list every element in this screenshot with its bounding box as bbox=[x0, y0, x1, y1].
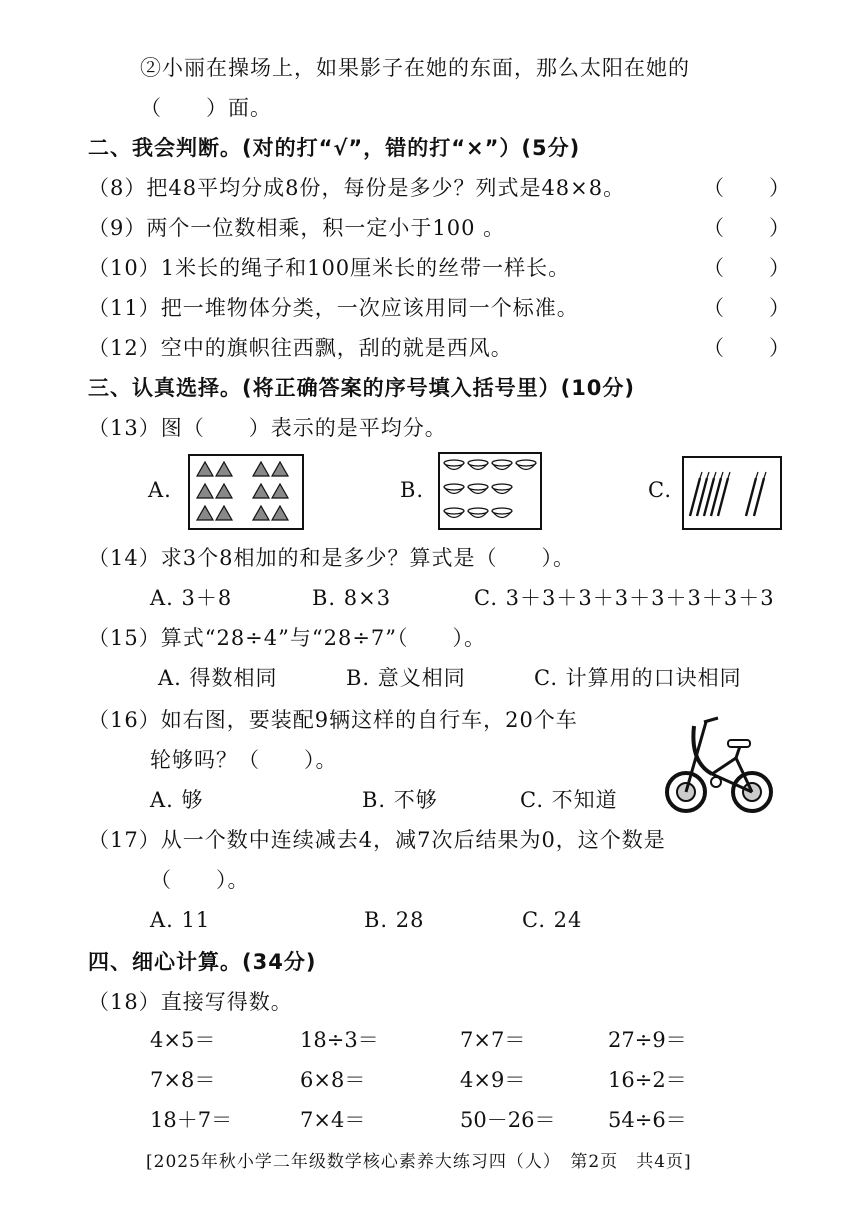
q15-option-b: B. 意义相同 bbox=[346, 666, 466, 690]
calc-r2-c3: 4×9＝ bbox=[460, 1068, 526, 1092]
calc-r3-c2: 7×4＝ bbox=[300, 1108, 366, 1132]
section4-heading: 四、细心计算。(34分) bbox=[88, 950, 317, 974]
calc-r1-c1: 4×5＝ bbox=[150, 1028, 216, 1052]
answer-paren-12[interactable]: （ ） bbox=[703, 336, 791, 360]
calc-r3-c4: 54÷6＝ bbox=[608, 1108, 687, 1132]
answer-paren-9[interactable]: （ ） bbox=[703, 216, 791, 240]
q16-line-1: （16）如右图，要装配9辆这样的自行车，20个车 bbox=[88, 708, 578, 732]
q16-option-a: A. 够 bbox=[150, 788, 204, 812]
bicycle-icon bbox=[664, 712, 776, 816]
q13-option-a-figure bbox=[188, 454, 304, 530]
q15-option-a: A. 得数相同 bbox=[158, 666, 278, 690]
calc-r1-c2: 18÷3＝ bbox=[300, 1028, 379, 1052]
q13-option-c-figure bbox=[682, 456, 782, 530]
q16-line-2: 轮够吗？（ ）。 bbox=[150, 748, 338, 772]
q14-text: （14）求3个8相加的和是多少？算式是（ ）。 bbox=[88, 546, 575, 570]
q18-text: （18）直接写得数。 bbox=[88, 990, 293, 1014]
q13-option-b-label: B. bbox=[400, 478, 425, 502]
calc-r3-c3: 50－26＝ bbox=[460, 1108, 556, 1132]
q13-text: （13）图（ ）表示的是平均分。 bbox=[88, 416, 447, 440]
section2-heading: 二、我会判断。(对的打“√”，错的打“×”）(5分) bbox=[88, 136, 581, 160]
section3-heading: 三、认真选择。(将正确答案的序号填入括号里）(10分) bbox=[88, 376, 636, 400]
pencils-figure bbox=[684, 458, 780, 528]
judge-item-8: （8）把48平均分成8份，每份是多少？列式是48×8。 bbox=[88, 176, 626, 200]
bowls-figure bbox=[440, 454, 540, 528]
q14-option-b: B. 8×3 bbox=[312, 586, 392, 610]
judge-item-10: （10）1米长的绳子和100厘米长的丝带一样长。 bbox=[88, 256, 571, 280]
intro-line-1: ②小丽在操场上，如果影子在她的东面，那么太阳在她的 bbox=[140, 56, 690, 80]
q14-option-c: C. 3＋3＋3＋3＋3＋3＋3＋3 bbox=[474, 586, 775, 610]
judge-item-9: （9）两个一位数相乘，积一定小于100 。 bbox=[88, 216, 506, 240]
q17-line-1: （17）从一个数中连续减去4，减7次后结果为0，这个数是 bbox=[88, 828, 666, 852]
calc-r1-c4: 27÷9＝ bbox=[608, 1028, 687, 1052]
calc-r1-c3: 7×7＝ bbox=[460, 1028, 526, 1052]
triangles-figure bbox=[190, 456, 302, 528]
q14-option-a: A. 3＋8 bbox=[150, 586, 233, 610]
q15-text: （15）算式“28÷4”与“28÷7”（ ）。 bbox=[88, 626, 487, 650]
answer-paren-8[interactable]: （ ） bbox=[703, 176, 791, 200]
q16-option-b: B. 不够 bbox=[362, 788, 438, 812]
calc-r2-c2: 6×8＝ bbox=[300, 1068, 366, 1092]
page-footer: [2025年秋小学二年级数学核心素养大练习四（人） 第2页 共4页] bbox=[146, 1152, 692, 1172]
q13-option-b-figure bbox=[438, 452, 542, 530]
intro-line-2: （ ）面。 bbox=[140, 96, 272, 120]
answer-paren-11[interactable]: （ ） bbox=[703, 296, 791, 320]
judge-item-11: （11）把一堆物体分类，一次应该用同一个标准。 bbox=[88, 296, 579, 320]
q13-option-c-label: C. bbox=[648, 478, 672, 502]
q17-option-a: A. 11 bbox=[150, 908, 211, 932]
judge-item-12: （12）空中的旗帜往西飘，刮的就是西风。 bbox=[88, 336, 513, 360]
q17-option-b: B. 28 bbox=[364, 908, 425, 932]
calc-r3-c1: 18＋7＝ bbox=[150, 1108, 233, 1132]
q13-option-a-label: A. bbox=[148, 478, 172, 502]
q17-option-c: C. 24 bbox=[522, 908, 583, 932]
answer-paren-10[interactable]: （ ） bbox=[703, 256, 791, 280]
q15-option-c: C. 计算用的口诀相同 bbox=[534, 666, 742, 690]
q17-line-2: （ ）。 bbox=[150, 868, 250, 892]
calc-r2-c1: 7×8＝ bbox=[150, 1068, 216, 1092]
q16-option-c: C. 不知道 bbox=[520, 788, 618, 812]
calc-r2-c4: 16÷2＝ bbox=[608, 1068, 687, 1092]
